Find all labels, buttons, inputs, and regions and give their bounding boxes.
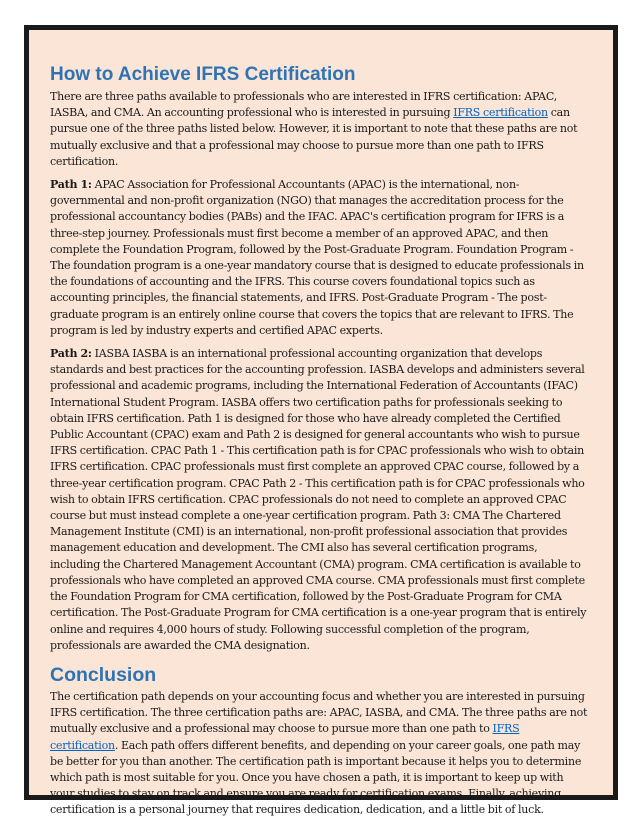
path-1-label: Path 1:: [50, 178, 92, 192]
intro-text-after-link: can pursue one of the three paths listed below. However, it is important to note that these paths are not mutually exclusive and that a professional may choose to pursue more than one path to IFRS certification.: [50, 106, 578, 168]
document-body: [50, 62, 588, 826]
intro-text-before-link: There are three paths available to professionals who are interested in IFRS certification: APAC, IASBA, and CMA. An accounting professional who is interested in pursuing: [50, 90, 557, 120]
conclusion-text-after-link: . Each path offers different benefits, and depending on your career goals, one path may be better for you than another. The certification path is important because it helps you to determine which path is most suitable for you. Once you have chosen a path, it is important to keep up with your studies to stay on track and ensure you are ready for certification exams. Finally, achieving certification is a personal journey that requires dedication, dedication, and a little bit of luck.: [50, 738, 582, 817]
path-2-label: Path 2:: [50, 347, 92, 361]
path-2-paragraph: [50, 346, 588, 654]
ifrs-certification-link[interactable]: IFRS certification: [453, 106, 548, 120]
intro-paragraph: [50, 89, 588, 170]
path-2-text: IASBA IASBA is an international professional accounting organization that develops standards and best practices for the accounting profession. IASBA develops and administers several professional and academic programs, including the International Federation of Accountants (IFAC) International Student Program. IASBA offers two certification paths for professionals seeking to obtain IFRS certification. Path 1 is designed for those who have already completed the Certified Public Accountant (CPAC) exam and Path 2 is designed for general accountants who wish to pursue IFRS certification. CPAC Path 1 - This certification path is for CPAC professionals who wish to obtain IFRS certification. CPAC professionals must first complete an approved CPAC course, followed by a three-year certification program. CPAC Path 2 - This certification path is for CPAC professionals who wish to obtain IFRS certification. CPAC professionals do not need to complete an approved CPAC course but must instead complete a one-year certification program. Path 3: CMA The Chartered Management Institute (CMI) is an international, non-profit professional association that provides management education and development. The CMI also has several certification programs, including the Chartered Management Accountant (CMA) program. CMA certification is available to professionals who have completed an approved CMA course. CMA professionals must first complete the Foundation Program for CMA certification, followed by the Post-Graduate Program for CMA certification. The Post-Graduate Program for CMA certification is a one-year program that is entirely online and requires 4,000 hours of study. Following successful completion of the program, professionals are awarded the CMA designation.: [50, 347, 587, 652]
conclusion-ifrs-certification-link[interactable]: IFRS certification: [50, 722, 520, 752]
conclusion-paragraph: [50, 689, 588, 819]
page-title: How to Achieve IFRS Certification: [50, 64, 356, 85]
conclusion-text-before-link: The certification path depends on your accounting focus and whether you are interested in pursuing IFRS certification. The three certification paths are: APAC, IASBA, and CMA. The three paths are not mutually exclusive and a professional may choose to pursue more than one path to: [50, 689, 588, 736]
path-1-text: APAC Association for Professional Accountants (APAC) is the international, non-governmental and non-profit organization (NGO) that manages the accreditation process for the professional accountancy bodies (PABs) and the IFAC. APAC's certification program for IFRS is a three-step journey. Professionals must first become a member of an approved APAC, and then complete the Foundation Program, followed by the Post-Graduate Program. Foundation Program - The foundation program is a one-year mandatory course that is designed to educate professionals in the foundations of accounting and the IFRS. This course covers foundational topics such as accounting principles, the financial statements, and IFRS. Post-Graduate Program - The post-graduate program is an entirely online course that covers the topics that are relevant to IFRS. The program is led by industry experts and certified APAC experts.: [50, 178, 584, 337]
conclusion-heading: Conclusion: [50, 663, 157, 686]
path-1-paragraph: [50, 177, 588, 339]
